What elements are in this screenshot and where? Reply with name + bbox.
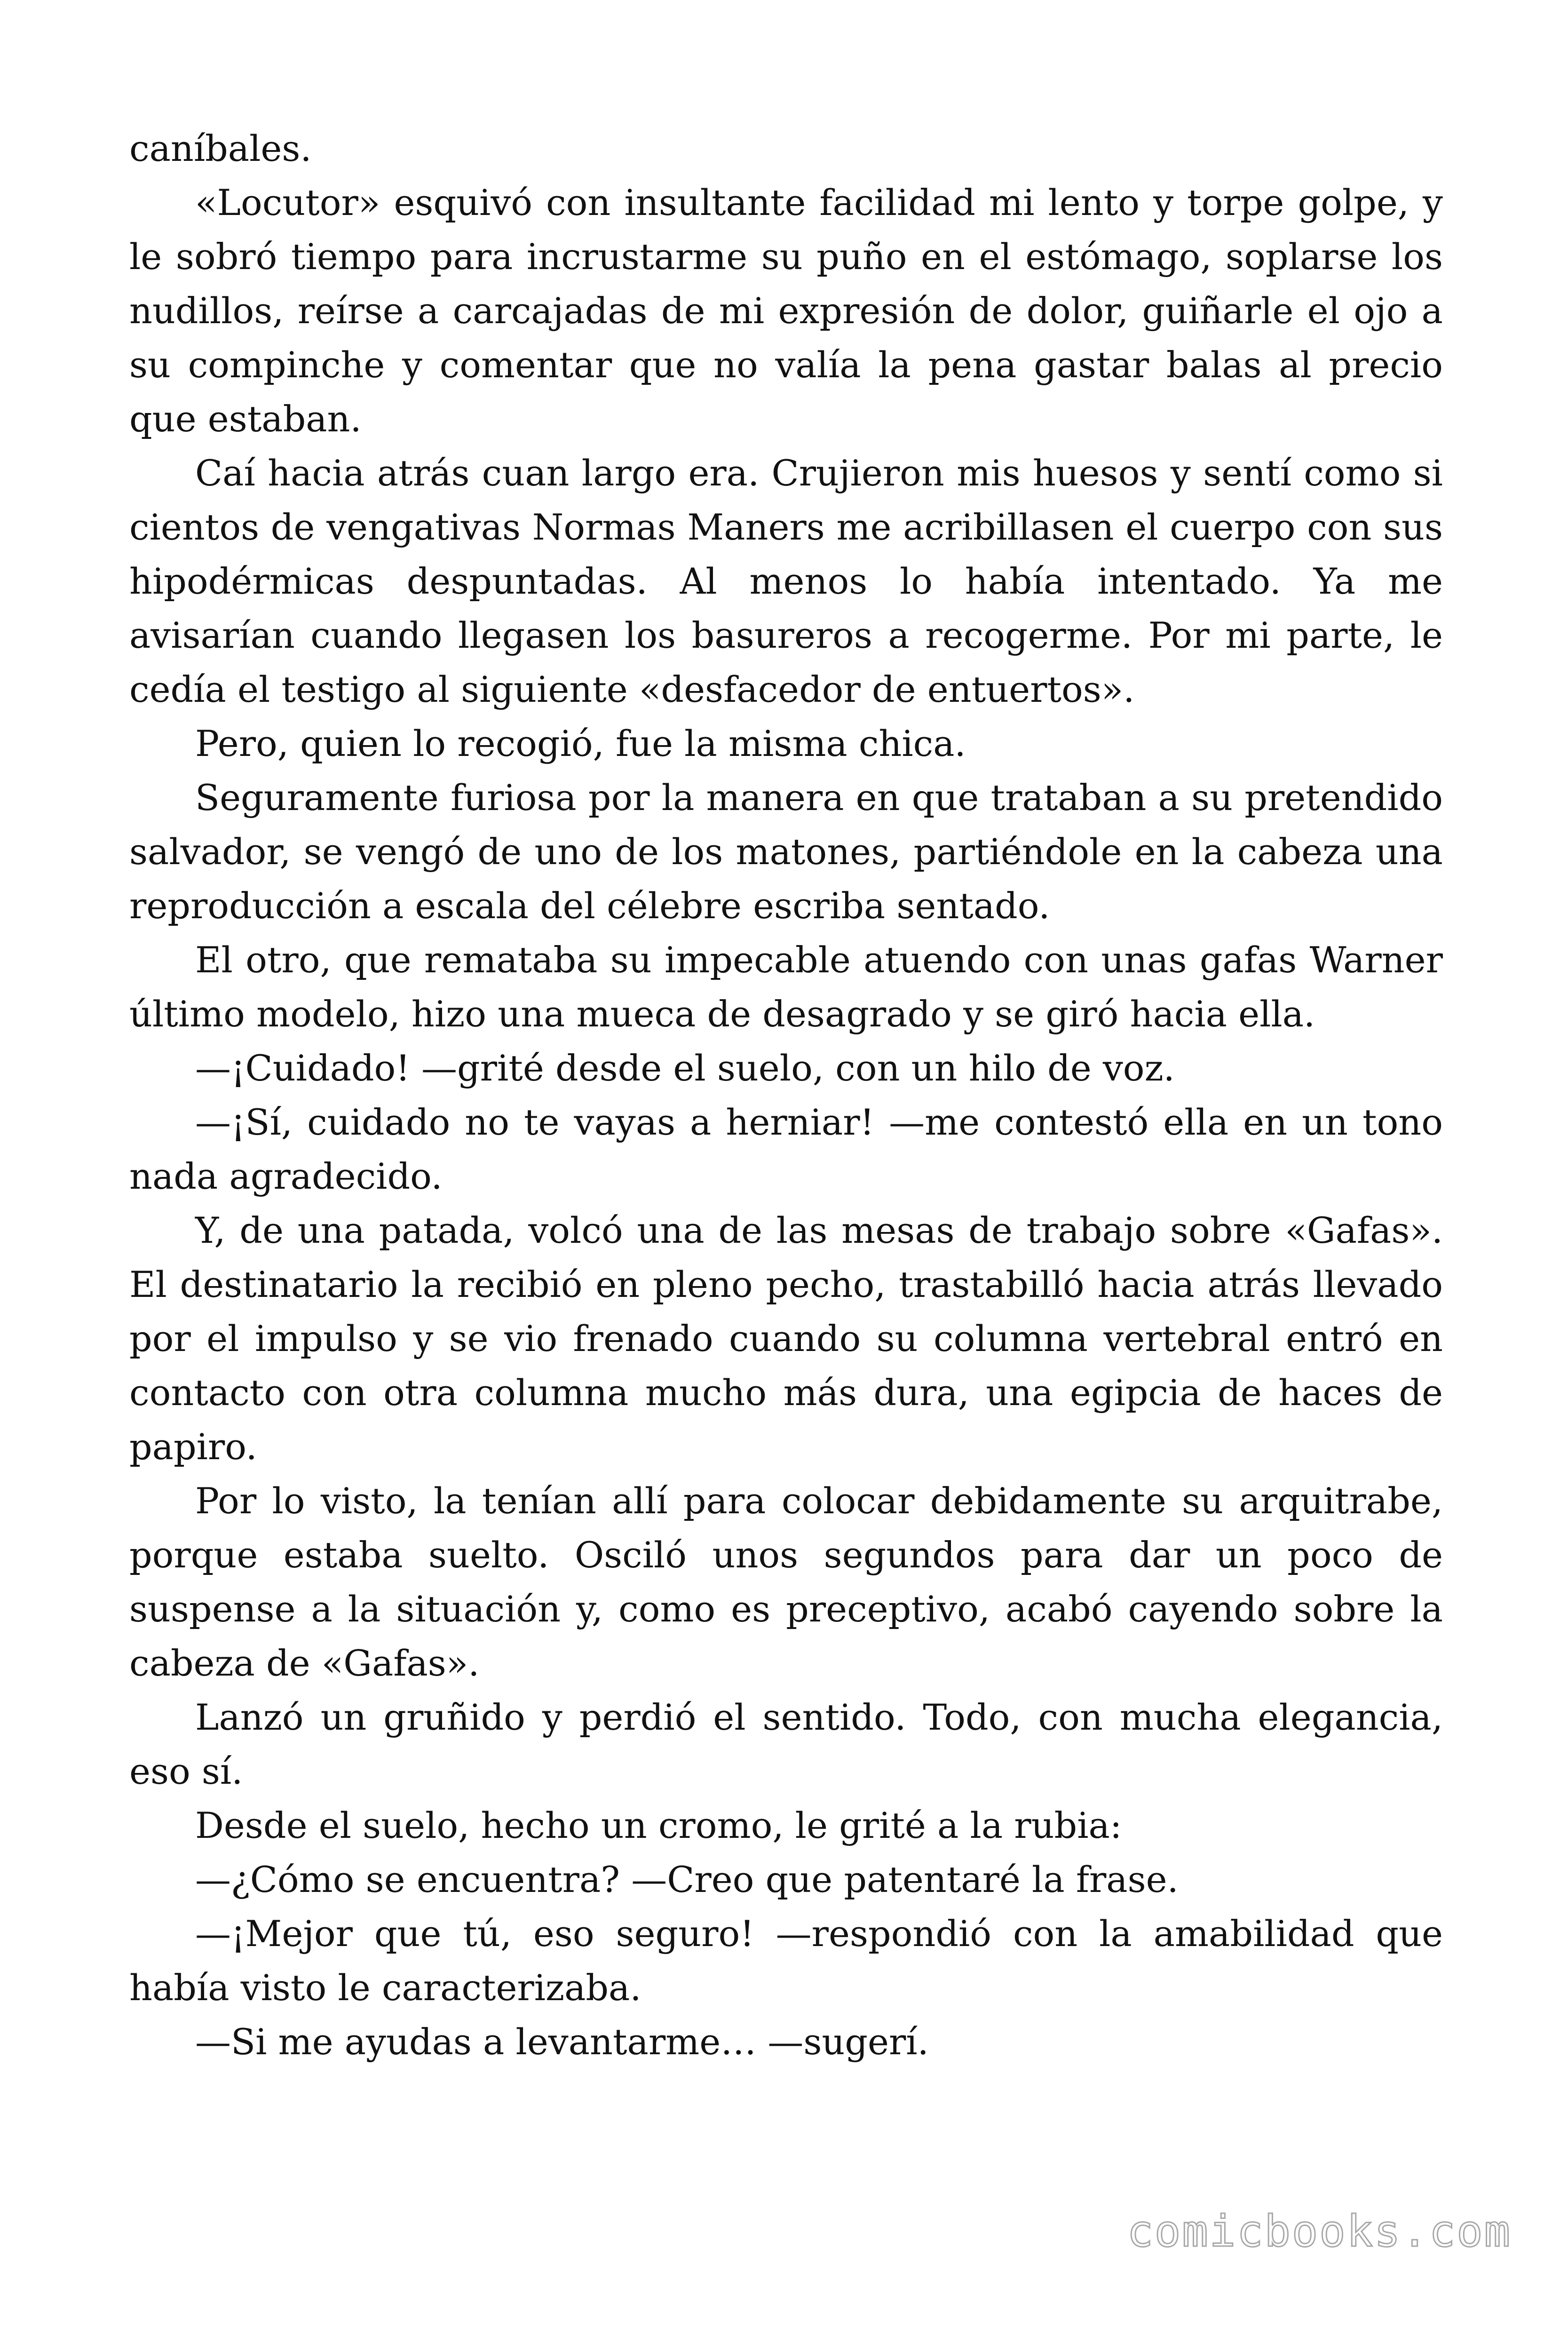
watermark: comicbooks.com	[1127, 2206, 1512, 2257]
paragraph: Caí hacia atrás cuan largo era. Crujieron mis huesos y sentí como si cientos de vengativas Normas Maners me acribillasen el cuerpo con sus hipodérmicas despuntadas. Al menos lo había intentado. Ya me avisarían cuando llegasen los basureros a recogerme. Por mi parte, le cedía el testigo al siguiente «desfacedor de entuertos».	[129, 452, 1443, 710]
dialogue-line: —¿Cómo se encuentra? —Creo que patentaré la frase.	[195, 1859, 1179, 1900]
paragraph: Desde el suelo, hecho un cromo, le grité a la rubia:	[195, 1804, 1122, 1846]
dialogue-line: —¡Mejor que tú, eso seguro! —respondió con la amabilidad que había visto le caracterizaba.	[129, 1913, 1443, 2009]
paragraph: Seguramente furiosa por la manera en que trataban a su pretendido salvador, se vengó de uno de los matones, partiéndole en la cabeza una reproducción a escala del célebre escriba sentado.	[129, 777, 1443, 927]
dialogue-line: —¡Sí, cuidado no te vayas a herniar! —me contestó ella en un tono nada agradecido.	[129, 1101, 1443, 1197]
paragraph: Lanzó un gruñido y perdió el sentido. Todo, con mucha elegancia, eso sí.	[129, 1696, 1443, 1792]
paragraph: El otro, que remataba su impecable atuendo con unas gafas Warner último modelo, hizo una mueca de desagrado y se giró hacia ella.	[129, 939, 1443, 1035]
page-body	[129, 121, 1443, 2069]
paragraph: «Locutor» esquivó con insultante facilidad mi lento y torpe golpe, y le sobró tiempo para incrustarme su puño en el estómago, soplarse los nudillos, reírse a carcajadas de mi expresión de dolor, guiñarle el ojo a su compinche y comentar que no valía la pena gastar balas al precio que estaban.	[129, 182, 1443, 440]
paragraph: Pero, quien lo recogió, fue la misma chica.	[195, 723, 966, 764]
dialogue-line: —¡Cuidado! —grité desde el suelo, con un hilo de voz.	[195, 1047, 1175, 1089]
dialogue-line: —Si me ayudas a levantarme… —sugerí.	[195, 2021, 929, 2063]
paragraph-continuation: caníbales.	[129, 127, 312, 169]
paragraph: Por lo visto, la tenían allí para colocar debidamente su arquitrabe, porque estaba suelto. Osciló unos segundos para dar un poco de suspense a la situación y, como es preceptivo, acabó cayendo sobre la cabeza de «Gafas».	[129, 1480, 1443, 1684]
paragraph: Y, de una patada, volcó una de las mesas de trabajo sobre «Gafas». El destinatario la recibió en pleno pecho, trastabilló hacia atrás llevado por el impulso y se vio frenado cuando su columna vertebral entró en contacto con otra columna mucho más dura, una egipcia de haces de papiro.	[129, 1209, 1443, 1468]
